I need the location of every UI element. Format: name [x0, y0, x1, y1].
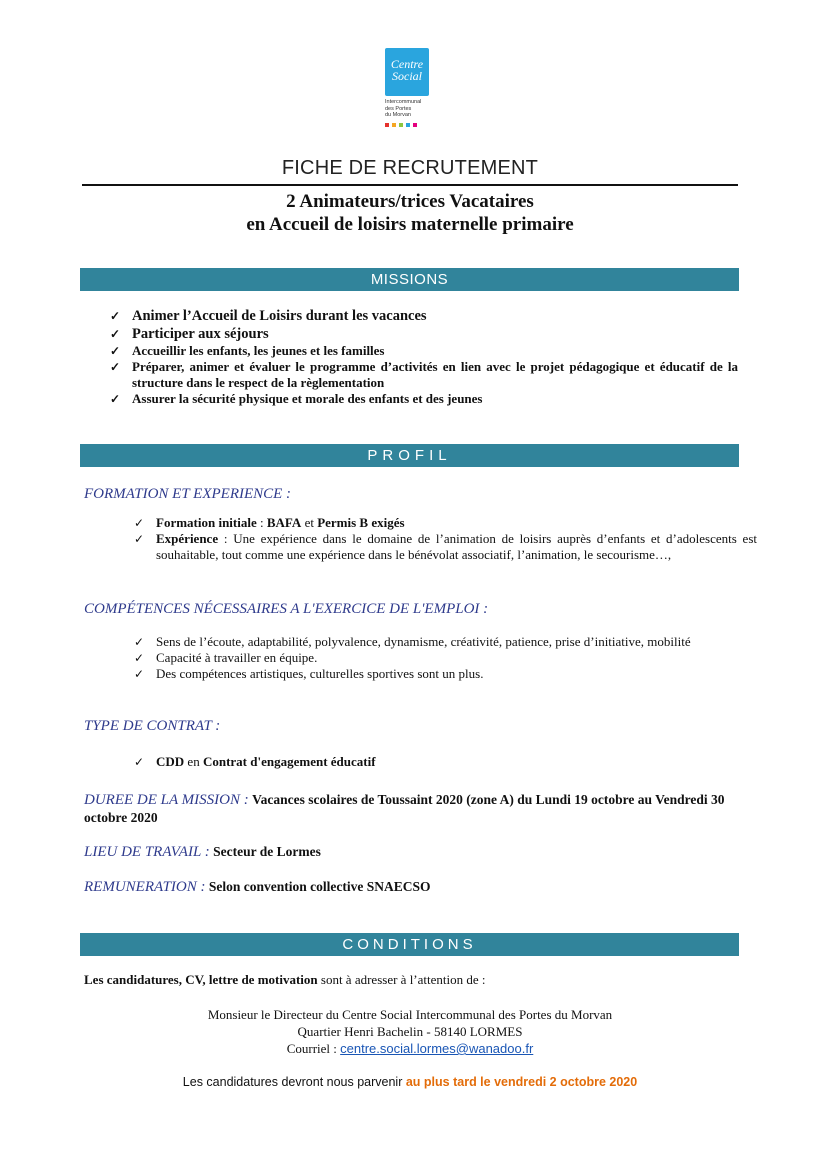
contrat-text	[156, 754, 376, 769]
cdd-text: CDD	[156, 754, 185, 769]
job-title-line1: 2 Animateurs/trices Vacataires	[286, 191, 534, 212]
list-item	[134, 754, 757, 770]
text-fragment: en	[184, 754, 203, 769]
list-item	[134, 650, 757, 666]
duree-label: DUREE DE LA MISSION :	[84, 792, 249, 808]
logo-sub-line1: Intercommunal	[385, 99, 422, 105]
logo-dot	[392, 123, 396, 127]
address-line1: Monsieur le Directeur du Centre Social Intercommunal des Portes du Morvan	[207, 1007, 613, 1022]
text-fragment: : Une expérience dans le domaine de l’animation de loisirs auprès d’enfants et d’adolescents est souhaitable, tout comme une expérience dans le bénévolat associatif, l’animation, le secourisme…,	[156, 531, 757, 562]
email-label: Courriel :	[286, 1041, 341, 1056]
mission-text: Préparer, animer et évaluer le programme d’activités en lien avec le projet pédagogique et éducatif de la structure dans le respect de la règlementation	[132, 359, 738, 390]
permis-text: Permis B exigés	[317, 515, 405, 530]
document-title: FICHE DE RECRUTEMENT	[281, 157, 539, 179]
list-item	[110, 359, 738, 391]
checkmark-icon: ✓	[110, 360, 121, 374]
logo-sub-line2: des Portes	[385, 105, 412, 112]
list-item	[134, 531, 757, 563]
logo-badge	[385, 48, 429, 96]
duree-row	[84, 791, 739, 826]
competences-list	[134, 634, 757, 682]
list-item	[134, 515, 757, 531]
list-item	[110, 325, 738, 343]
logo-text-line2: Social	[392, 69, 422, 83]
address-block	[0, 1006, 820, 1057]
bafa-text: BAFA	[266, 515, 302, 530]
intro-bold-text: Les candidatures, CV, lettre de motivation	[84, 972, 318, 987]
checkmark-icon: ✓	[134, 516, 145, 530]
logo-subtitle	[385, 99, 445, 119]
checkmark-icon: ✓	[134, 532, 145, 546]
job-title-line2: en Accueil de loisirs maternelle primaire	[246, 214, 574, 235]
logo-dot	[385, 123, 389, 127]
logo-text-line1: Centre	[390, 57, 424, 71]
conditions-intro	[84, 972, 486, 988]
deadline-text: Les candidatures devront nous parvenir	[182, 1075, 406, 1089]
remuneration-value: Selon convention collective SNAECSO	[208, 879, 431, 894]
logo-dot	[399, 123, 403, 127]
checkmark-icon: ✓	[110, 309, 121, 323]
list-item	[134, 666, 757, 682]
formation-text	[156, 515, 757, 531]
competence-text: Sens de l’écoute, adaptabilité, polyvalence, dynamisme, créativité, patience, prise d’initiative, mobilité	[156, 634, 691, 649]
list-item	[110, 391, 738, 407]
mission-text: Animer l’Accueil de Loisirs durant les vacances	[132, 308, 427, 324]
lieu-value: Secteur de Lormes	[213, 844, 321, 859]
checkmark-icon: ✓	[110, 344, 121, 358]
checkmark-icon: ✓	[134, 635, 145, 649]
formation-list	[134, 515, 757, 563]
competence-text: Capacité à travailler en équipe.	[156, 650, 318, 665]
competence-text: Des compétences artistiques, culturelles sportives sont un plus.	[156, 666, 484, 681]
mission-text: Accueillir les enfants, les jeunes et les familles	[132, 343, 385, 358]
experience-label: Expérience	[156, 531, 219, 546]
text-fragment: et	[301, 515, 318, 530]
formation-heading: FORMATION ET EXPERIENCE :	[84, 486, 292, 502]
remuneration-row	[84, 878, 739, 896]
lieu-row	[84, 843, 739, 861]
logo-dot	[406, 123, 410, 127]
centre-social-logo	[385, 48, 433, 138]
list-item	[110, 307, 738, 325]
email-line	[0, 1040, 820, 1057]
mission-text: Participer aux séjours	[132, 326, 269, 342]
intro-rest-text: sont à adresser à l’attention de :	[317, 972, 486, 987]
title-divider	[82, 184, 738, 186]
missions-header: MISSIONS	[80, 268, 739, 291]
checkmark-icon: ✓	[134, 667, 145, 681]
logo-sub-line3: du Morvan	[385, 112, 411, 118]
address-line2: Quartier Henri Bachelin - 58140 LORMES	[297, 1024, 523, 1039]
contrat-type-text: Contrat d'engagement éducatif	[202, 754, 376, 769]
conditions-header: CONDITIONS	[80, 933, 739, 956]
logo-dot	[413, 123, 417, 127]
deadline-notice	[0, 1075, 820, 1089]
lieu-label: LIEU DE TRAVAIL :	[84, 844, 210, 860]
list-item	[134, 634, 757, 650]
contrat-list	[134, 754, 757, 770]
list-item	[110, 343, 738, 359]
contrat-heading: TYPE DE CONTRAT :	[84, 718, 221, 734]
missions-list	[110, 307, 738, 407]
checkmark-icon: ✓	[110, 327, 121, 341]
email-link[interactable]: centre.social.lormes@wanadoo.fr	[340, 1041, 534, 1056]
competences-heading: COMPÉTENCES NÉCESSAIRES A L'EXERCICE DE L'EMPLOI :	[84, 601, 489, 617]
logo-color-dots	[385, 123, 433, 127]
remuneration-label: REMUNERATION :	[84, 879, 206, 895]
text-fragment: :	[256, 515, 267, 530]
formation-label: Formation initiale	[156, 515, 257, 530]
duree-value: Vacances scolaires de Toussaint 2020 (zone A) du Lundi 19 octobre au Vendredi 30 octobre 2020	[84, 792, 725, 825]
checkmark-icon: ✓	[134, 755, 145, 769]
deadline-highlight: au plus tard le vendredi 2 octobre 2020	[405, 1075, 638, 1089]
checkmark-icon: ✓	[134, 651, 145, 665]
profil-header: PROFIL	[80, 444, 739, 467]
checkmark-icon: ✓	[110, 392, 121, 406]
mission-text: Assurer la sécurité physique et morale des enfants et des jeunes	[132, 391, 483, 406]
experience-text	[156, 531, 757, 563]
